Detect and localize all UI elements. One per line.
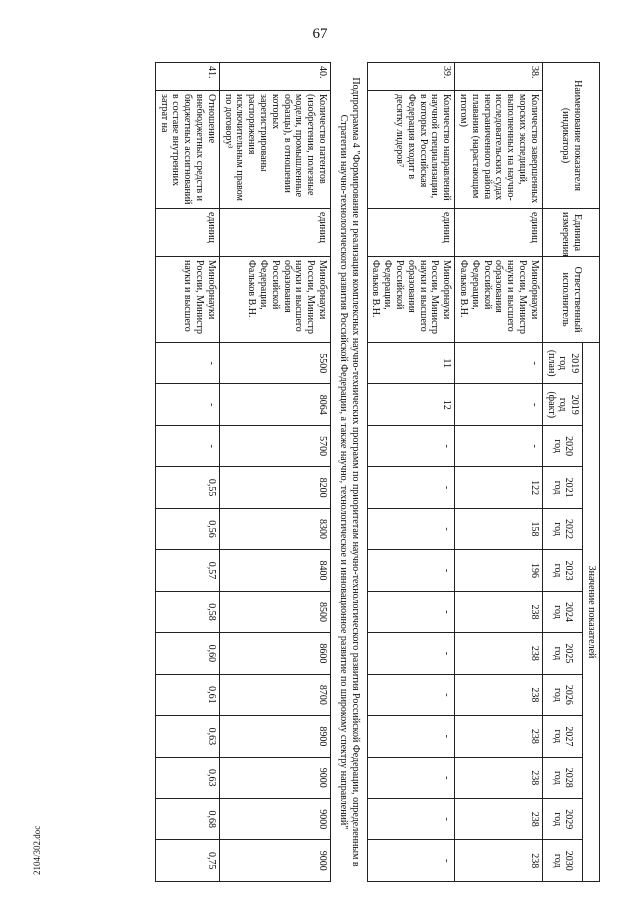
header-values-group: Значение показателей — [583, 343, 600, 882]
value-cell: 11 — [367, 343, 455, 384]
value-cell: - — [367, 799, 455, 840]
value-cell: - — [367, 591, 455, 632]
value-cell: 238 — [455, 633, 543, 674]
value-cell: 0,60 — [155, 633, 219, 674]
value-cell: 196 — [455, 550, 543, 591]
header-responsible: Ответственный исполнитель — [542, 257, 599, 343]
value-cell: 158 — [455, 508, 543, 549]
value-cell: 9000 — [219, 799, 330, 840]
header-year: 2028 год — [542, 757, 582, 798]
row-number: 41. — [155, 63, 219, 91]
value-cell: - — [367, 757, 455, 798]
value-cell: - — [455, 425, 543, 466]
value-cell: 0,75 — [155, 840, 219, 882]
value-cell: - — [155, 425, 219, 466]
table-row — [367, 63, 455, 882]
header-year: 2019 год (факт) — [542, 384, 582, 425]
value-cell: 0,63 — [155, 757, 219, 798]
value-cell: 238 — [455, 799, 543, 840]
value-cell: - — [155, 384, 219, 425]
row-number: 40. — [219, 63, 330, 91]
unit: единиц — [219, 209, 330, 257]
value-cell: 8300 — [219, 508, 330, 549]
header-year: 2023 год — [542, 550, 582, 591]
responsible: Минобрнауки России, Министр науки и высшего образования Российской Федерации, Фальков В.Н. — [455, 257, 543, 343]
value-cell: 0,58 — [155, 591, 219, 632]
indicator-name: Отношение внебюджетных средств и бюджетных ассигнований в составе внутренних затрат на — [155, 91, 219, 209]
value-cell: 9000 — [219, 840, 330, 882]
value-cell: - — [455, 343, 543, 384]
value-cell: - — [367, 633, 455, 674]
header-year: 2020 год — [542, 425, 582, 466]
subprogram-row — [331, 63, 368, 882]
header-name: Наименование показателя (индикатора) — [542, 63, 599, 209]
value-cell: 0,61 — [155, 674, 219, 715]
header-year: 2027 год — [542, 716, 582, 757]
value-cell: - — [367, 674, 455, 715]
rotated-table-container — [60, 62, 600, 882]
value-cell: 0,56 — [155, 508, 219, 549]
value-cell: 9000 — [219, 757, 330, 798]
table-row — [155, 63, 219, 882]
value-cell: 238 — [455, 840, 543, 882]
subprogram-heading: Подпрограмма 4 "Формирование и реализация комплексных научно-технических программ по приоритетам научно-технологического развития Российской Федерации, определенным в Стратегии научно-технологического развития Российской Федерации, а также научно, технологическое и инновационное развитие по широкому спектру направлений" — [331, 63, 368, 882]
responsible: Минобрнауки России, Министр науки и высшего образования Российской Федерации, Фальков В.Н. — [219, 257, 330, 343]
unit: единиц — [455, 209, 543, 257]
value-cell: 8064 — [219, 384, 330, 425]
header-year: 2026 год — [542, 674, 582, 715]
value-cell: 122 — [455, 467, 543, 508]
value-cell: 238 — [455, 674, 543, 715]
value-cell: 238 — [455, 591, 543, 632]
unit: единиц — [155, 209, 219, 257]
indicator-name: Количество направлений научной специализации, в которых Российская Федерация входит в десятку лидеров⁷ — [367, 91, 455, 209]
header-year: 2029 год — [542, 799, 582, 840]
value-cell: - — [367, 467, 455, 508]
value-cell: 8700 — [219, 674, 330, 715]
indicator-name: Количество завершенных морских экспедиций, выполненных на научно-исследовательских судах неограниченного района плавания (нарастающим итогом) — [455, 91, 543, 209]
table-row — [219, 63, 330, 882]
value-cell: 8200 — [219, 467, 330, 508]
value-cell: 8500 — [219, 591, 330, 632]
value-cell: - — [455, 384, 543, 425]
value-cell: 8600 — [219, 633, 330, 674]
indicator-name: Количество патентов (изобретения, полезные модели, промышленные образцы), в отношении которых зарегистрированы распоряжения исключительным правом по договору³ — [219, 91, 330, 209]
value-cell: 0,57 — [155, 550, 219, 591]
value-cell: 0,63 — [155, 716, 219, 757]
header-year: 2024 год — [542, 591, 582, 632]
value-cell: - — [155, 343, 219, 384]
header-year: 2022 год — [542, 508, 582, 549]
value-cell: 8900 — [219, 716, 330, 757]
header-year: 2025 год — [542, 633, 582, 674]
row-number: 39. — [367, 63, 455, 91]
header-year: 2021 год — [542, 467, 582, 508]
value-cell: 238 — [455, 757, 543, 798]
value-cell: 0,55 — [155, 467, 219, 508]
value-cell: - — [367, 508, 455, 549]
header-year: 2019 год (план) — [542, 343, 582, 384]
page-number: 67 — [312, 26, 328, 42]
unit: единиц — [367, 209, 455, 257]
header-unit: Единица измерения — [542, 209, 599, 257]
indicators-table — [155, 62, 600, 882]
value-cell: 238 — [455, 716, 543, 757]
value-cell: - — [367, 550, 455, 591]
value-cell: 5700 — [219, 425, 330, 466]
value-cell: - — [367, 425, 455, 466]
value-cell: - — [367, 840, 455, 882]
value-cell: 8400 — [219, 550, 330, 591]
value-cell: 12 — [367, 384, 455, 425]
responsible: Минобрнауки России, Министр науки и высшего образования Российской Федерации, Фальков В.Н. — [367, 257, 455, 343]
responsible: Минобрнауки России, Министр науки и высшего — [155, 257, 219, 343]
value-cell: 5500 — [219, 343, 330, 384]
value-cell: 0,68 — [155, 799, 219, 840]
value-cell: - — [367, 716, 455, 757]
header-year: 2030 год — [542, 840, 582, 882]
document-footer-code: 2104/302.doc — [32, 825, 42, 875]
table-row — [455, 63, 543, 882]
row-number: 38. — [455, 63, 543, 91]
